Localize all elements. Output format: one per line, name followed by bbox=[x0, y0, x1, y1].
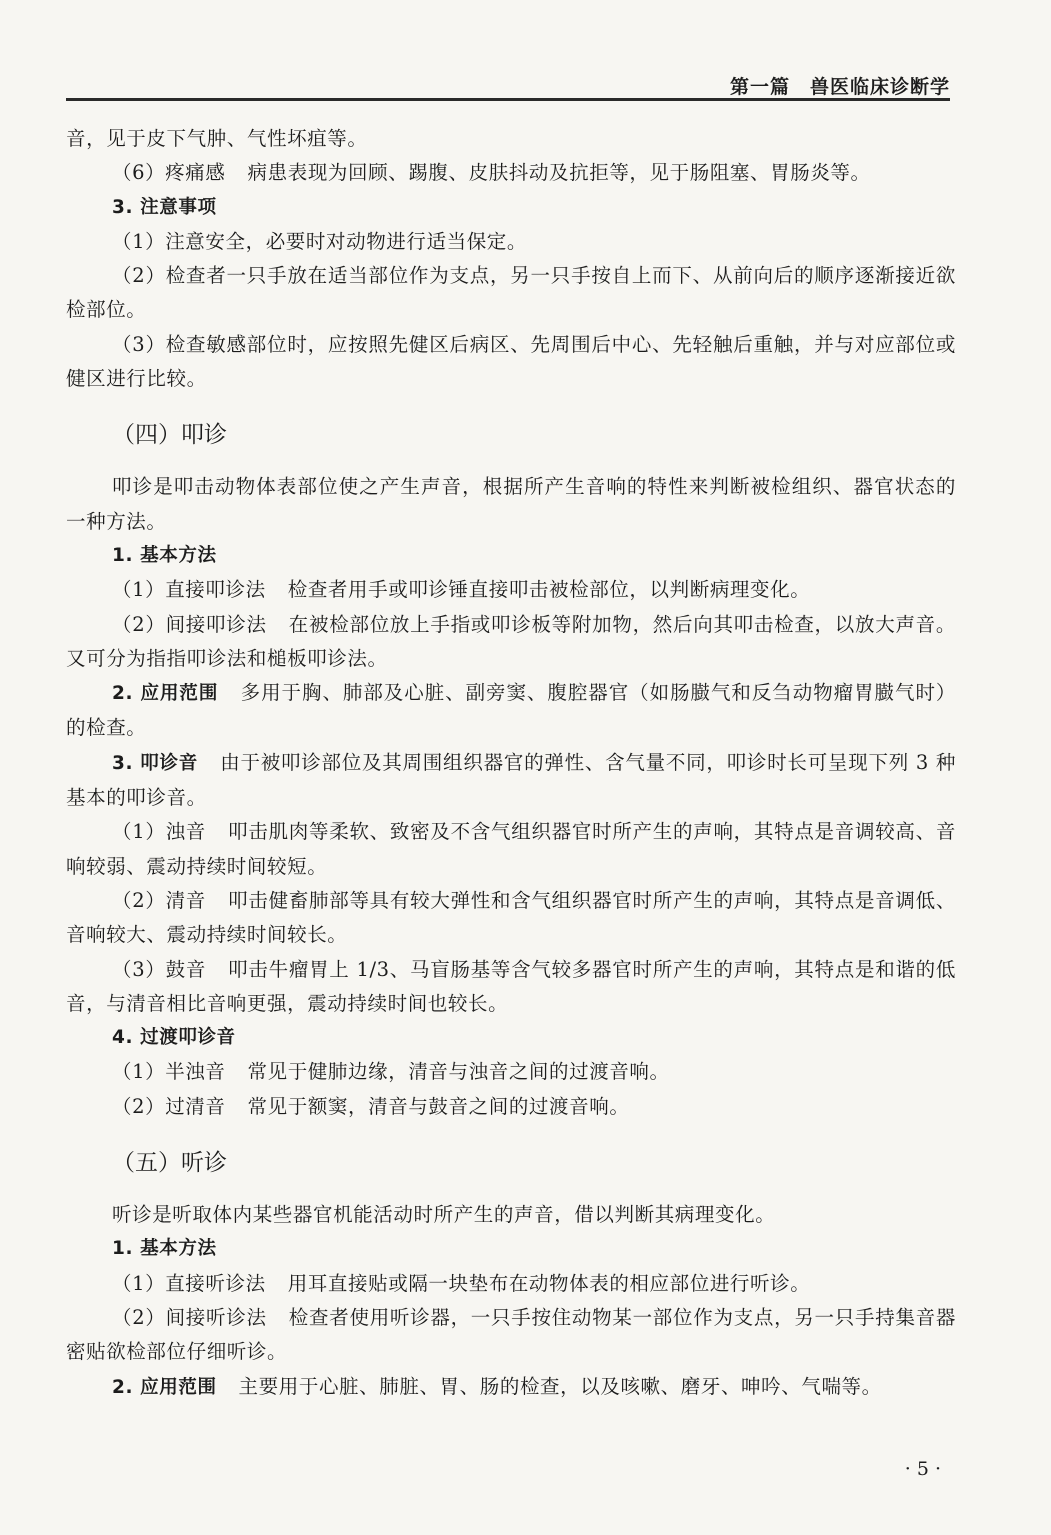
paragraph: （1）直接叩诊法 检查者用手或叩诊锤直接叩击被检部位，以判断病理变化。 bbox=[112, 578, 811, 602]
paragraph: （1）注意安全，必要时对动物进行适当保定。 bbox=[112, 229, 528, 253]
paragraph: 叩诊是叩击动物体表部位使之产生声音，根据所产生音响的特性来判断被检组织、器官状态的一种方法。 bbox=[66, 475, 956, 533]
running-header-title: 第一篇 兽医临床诊断学 bbox=[729, 76, 950, 98]
section-heading: （五）听诊 bbox=[112, 1150, 227, 1177]
paragraph: （2）清音 叩击健畜肺部等具有较大弹性和含气组织器官时所产生的声响，其特点是音调低、音响较大、震动持续时间较长。 bbox=[66, 888, 956, 947]
page-number: · 5 · bbox=[904, 1458, 941, 1480]
subheading: 3. 注意事项 bbox=[112, 196, 217, 218]
paragraph: （3）鼓音 叩击牛瘤胃上 1/3、马盲肠基等含气较多器官时所产生的声响，其特点是和谐的低音，与清音相比音响更强，震动持续时间也较长。 bbox=[66, 957, 956, 1015]
paragraph: （3）检查敏感部位时，应按照先健区后病区、先周围后中心、先轻触后重触，并与对应部位或健区进行比较。 bbox=[66, 332, 956, 391]
paragraph: （2）间接叩诊法 在被检部位放上手指或叩诊板等附加物，然后向其叩击检查，以放大声音。又可分为指指叩诊法和槌板叩诊法。 bbox=[66, 612, 956, 670]
running-header bbox=[66, 68, 950, 101]
section-heading: （四）叩诊 bbox=[112, 422, 227, 449]
paragraph: （1）浊音 叩击肌肉等柔软、致密及不含气组织器官时所产生的声响，其特点是音调较高、音响较弱、震动持续时间较短。 bbox=[66, 820, 956, 878]
paragraph: （6）疼痛感 病患表现为回顾、踢腹、皮肤抖动及抗拒等，见于肠阻塞、胃肠炎等。 bbox=[112, 161, 871, 185]
paragraph: 听诊是听取体内某些器官机能活动时所产生的声音，借以判断其病理变化。 bbox=[112, 1203, 776, 1227]
paragraph: （2）过清音 常见于额窦，清音与鼓音之间的过渡音响。 bbox=[112, 1094, 630, 1118]
page-body bbox=[66, 122, 956, 1405]
paragraph: 2. 应用范围 多用于胸、肺部及心脏、副旁窦、腹腔器官（如肠臌气和反刍动物瘤胃臌气时）的检查。 bbox=[66, 681, 956, 740]
subheading: 1. 基本方法 bbox=[112, 544, 217, 566]
paragraph: （1）半浊音 常见于健肺边缘，清音与浊音之间的过渡音响。 bbox=[112, 1060, 670, 1084]
paragraph: （1）直接听诊法 用耳直接贴或隔一块垫布在动物体表的相应部位进行听诊。 bbox=[112, 1271, 811, 1295]
paragraph: 3. 叩诊音 由于被叩诊部位及其周围组织器官的弹性、含气量不同，叩诊时长可呈现下列 3 种基本的叩诊音。 bbox=[66, 750, 956, 810]
paragraph: 音，见于皮下气肿、气性坏疽等。 bbox=[66, 127, 368, 150]
paragraph: 2. 应用范围 主要用于心脏、肺脏、胃、肠的检查，以及咳嗽、磨牙、呻吟、气喘等。 bbox=[112, 1374, 882, 1398]
subheading: 1. 基本方法 bbox=[112, 1238, 217, 1260]
subheading: 4. 过渡叩诊音 bbox=[112, 1027, 236, 1049]
paragraph: （2）间接听诊法 检查者使用听诊器，一只手按住动物某一部位作为支点，另一只手持集音器密贴欲检部位仔细听诊。 bbox=[66, 1305, 956, 1364]
paragraph: （2）检查者一只手放在适当部位作为支点，另一只手按自上而下、从前向后的顺序逐渐接近欲检部位。 bbox=[66, 264, 956, 322]
